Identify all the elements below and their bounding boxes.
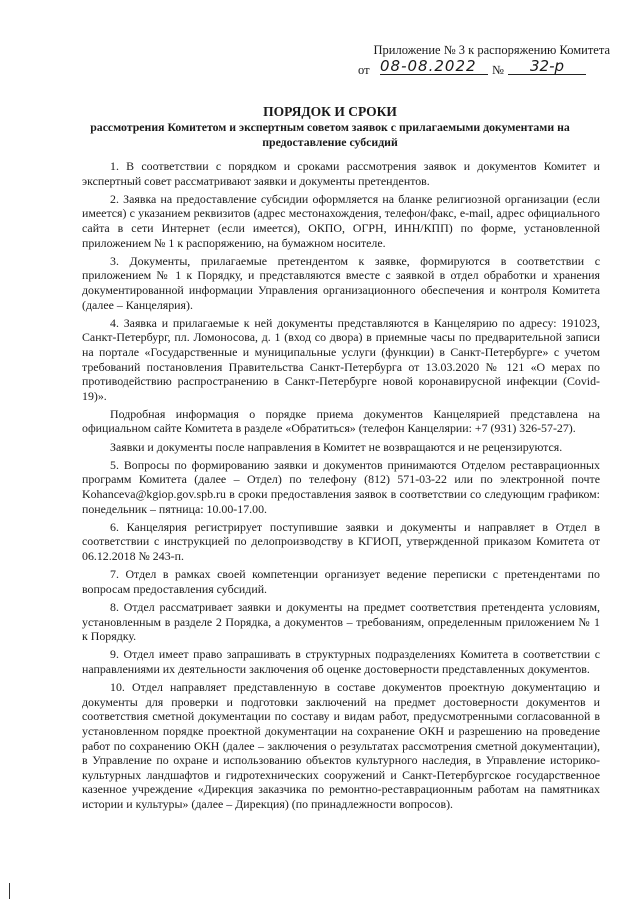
margin-mark <box>9 883 10 899</box>
paragraph-7: 7. Отдел в рамках своей компетенции организует ведение переписки с претендентами по вопросам предоставления субсидий. <box>82 567 600 596</box>
handwritten-date: 08-08.2022 <box>380 58 488 75</box>
from-label: от <box>358 63 370 77</box>
paragraph-4: 4. Заявка и прилагаемые к ней документы представляются в Канцелярию по адресу: 191023, Санкт-Петербург, пл. Ломоносова, д. 1 (вход со двора) в приемные часы по предварительной записи на портале «Государственные и муниципальные услуги (функции) в Санкт-Петербурге» с учетом требований постановления Правительства Санкт-Петербурга от 13.03.2020 № 121 «О мерах по противодействию распространению в Санкт-Петербурге новой коронавирусной инфекции (Covid-19)». <box>82 315 600 403</box>
paragraph-4-note: Заявки и документы после направления в Комитет не возвращаются и не рецензируются. <box>110 439 563 454</box>
paragraph-5: 5. Вопросы по формированию заявки и документов принимаются Отделом реставрационных программ Комитета (далее – Отдел) по телефону (812) 571-03-22 или по электронной почте Kohanceva@kgiop.gov.spb.ru в сроки предоставления заявок в соответствии со следующим графиком: понедельник – пятница: 10.00-17.00. <box>82 457 600 516</box>
handwritten-number: 32-р <box>508 58 586 75</box>
paragraph-1: 1. В соответствии с порядком и сроками рассмотрения заявок и документов Комитет и экспертный совет рассматривают заявки и документы претендентов. <box>82 159 600 188</box>
order-reference <box>340 57 610 80</box>
paragraph-4-info: Подробная информация о порядке приема документов Канцелярией представлена на официальном сайте Комитета в разделе «Обратиться» (телефон Канцелярии: +7 (931) 326-57-27). <box>82 406 600 436</box>
paragraph-9: 9. Отдел имеет право запрашивать в структурных подразделениях Комитета в соответствии с направлениями их деятельности заключения об оценке достоверности представленных документов. <box>82 647 600 676</box>
paragraph-3: 3. Документы, прилагаемые претендентом к заявке, формируются в соответствии с приложением № 1 к Порядку, и представляются вместе с заявкой в отдел обработки и хранения документированной информации Управления организационного обеспечения и контроля Комитета (далее – Канцелярия). <box>82 253 600 312</box>
paragraph-6: 6. Канцелярия регистрирует поступившие заявки и документы и направляет в Отдел в соответствии с инструкцией по делопроизводству в КГИОП, утвержденной приказом Комитета от 06.12.2018 № 243-п. <box>82 519 600 563</box>
document-subtitle: рассмотрения Комитетом и экспертным советом заявок с прилагаемыми документами на предоставление субсидий <box>90 120 570 149</box>
number-label: № <box>492 63 504 77</box>
document-title: ПОРЯДОК И СРОКИ <box>263 104 397 119</box>
appendix-line: Приложение № 3 к распоряжению Комитета <box>373 43 610 57</box>
appendix-header <box>340 42 610 80</box>
document-body <box>82 159 600 815</box>
paragraph-8: 8. Отдел рассматривает заявки и документы на предмет соответствия претендента условиям, установленным в разделе 2 Порядка, а документов – требованиям, определенным приложением № 1 к Порядку. <box>82 599 600 644</box>
paragraph-2: 2. Заявка на предоставление субсидии оформляется на бланке религиозной организации (если имеется) с указанием реквизитов (адрес местонахождения, телефон/факс, e-mail, адрес официального сайта в сети Интернет (если имеется), ОКПО, ОГРН, ИНН/КПП) по форме, установленной приложением № 1 к распоряжению, на бумажном носителе. <box>82 191 600 250</box>
paragraph-10: 10. Отдел направляет представленную в составе документов проектную документацию и документы для проверки и подготовки заключений на предмет достоверности документов и соответствия сметной документации по составу и видам работ, предусмотренными согласованной в установленном порядке проектной документации на сохранение ОКН и разрешению на проведение работ по сохранению ОКН (далее – заключения о результатах рассмотрения сметной документации), в Управление по охране и использованию объектов культурного наследия, в Управление историко-культурных ландшафтов и гидротехнических сооружений и Санкт-Петербургское государственное казенное учреждение «Дирекция заказчика по ремонтно-реставрационным работам на памятниках истории и культуры» (далее – Дирекция) (по принадлежности вопросов). <box>82 680 600 811</box>
